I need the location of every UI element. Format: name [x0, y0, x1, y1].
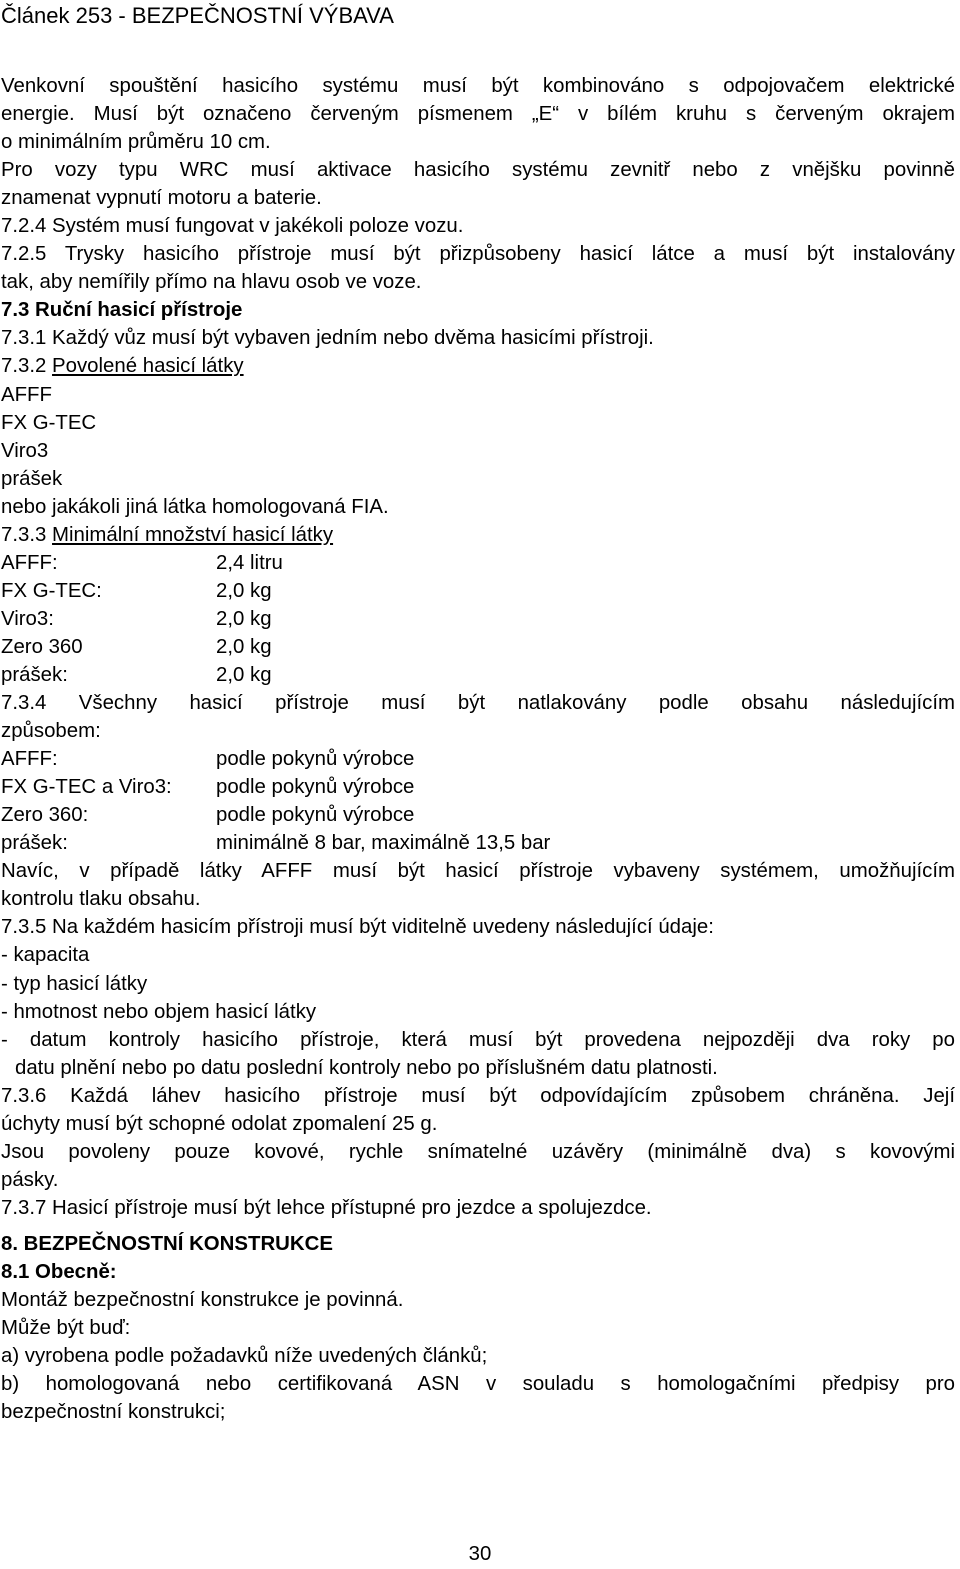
- quantity-label: Zero 360: [1, 635, 83, 658]
- quantity-label: AFFF:: [1, 551, 58, 574]
- article-7-3-1: 7.3.1 Každý vůz musí být vybaven jedním nebo dvěma hasicími přístroji.: [1, 327, 654, 350]
- pressure-label: Zero 360:: [1, 804, 89, 827]
- pressure-value: podle pokynů výrobce: [216, 804, 415, 827]
- page-number: 30: [468, 1543, 492, 1565]
- intro-line: Pro vozy typu WRC musí aktivace hasicího systému zevnitř nebo z vnějšku povinně: [1, 159, 955, 182]
- quantity-row: [1, 549, 955, 577]
- pressure-label: FX G-TEC a Viro3:: [1, 776, 172, 799]
- document-body: [1, 72, 955, 1426]
- section-7-3-heading: 7.3 Ruční hasicí přístroje: [1, 299, 243, 322]
- section-8-line: Může být buď:: [1, 1317, 131, 1340]
- marking-item: - datum kontroly hasicího přístroje, která musí být provedena nejpozději dva roky po: [1, 1028, 955, 1051]
- quantity-value: 2,0 kg: [216, 579, 272, 602]
- article-7-3-5: 7.3.5 Na každém hasicím přístroji musí být viditelně uvedeny následující údaje:: [1, 916, 714, 939]
- pressure-row: [1, 829, 955, 857]
- agent-closing: nebo jakákoli jiná látka homologovaná FIA.: [1, 495, 389, 518]
- section-8-heading: 8. BEZPEČNOSTNÍ KONSTRUKCE: [1, 1232, 333, 1255]
- article-7-3-4-line: způsobem:: [1, 720, 101, 743]
- article-7-3-4-line: 7.3.4 Všechny hasicí přístroje musí být natlakovány podle obsahu následujícím: [1, 692, 955, 715]
- marking-item: - kapacita: [1, 944, 90, 967]
- pressure-row: [1, 773, 955, 801]
- intro-line: o minimálním průměru 10 cm.: [1, 131, 271, 154]
- quantity-label: FX G-TEC:: [1, 579, 102, 602]
- quantity-row: [1, 633, 955, 661]
- marking-item: - typ hasicí látky: [1, 972, 148, 995]
- article-7-3-2-heading: [1, 352, 955, 380]
- quantity-label: Viro3:: [1, 607, 54, 630]
- article-7-3-6-line: 7.3.6 Každá láhev hasicího přístroje musí být odpovídajícím způsobem chráněna. Její: [1, 1084, 955, 1107]
- quantity-value: 2,0 kg: [216, 635, 272, 658]
- pressure-label: AFFF:: [1, 748, 58, 771]
- article-7-3-4-note: kontrolu tlaku obsahu.: [1, 888, 201, 911]
- quantity-value: 2,0 kg: [216, 663, 272, 686]
- quantity-row: [1, 577, 955, 605]
- section-8-line: Montáž bezpečnostní konstrukce je povinná.: [1, 1289, 404, 1312]
- article-7-3-3-heading: [1, 521, 955, 549]
- pressure-row: [1, 745, 955, 773]
- article-7-2-4: 7.2.4 Systém musí fungovat v jakékoli poloze vozu.: [1, 215, 464, 238]
- intro-line: energie. Musí být označeno červeným písmenem „E“ v bílém kruhu s červeným okrajem: [1, 103, 955, 126]
- article-number: 7.3.2: [1, 355, 53, 378]
- quantity-row: [1, 661, 955, 689]
- intro-line: znamenat vypnutí motoru a baterie.: [1, 187, 322, 210]
- article-7-2-5-line: 7.2.5 Trysky hasicího přístroje musí být přizpůsobeny hasicí látce a musí být instalovány: [1, 243, 955, 266]
- agent-item: prášek: [1, 467, 63, 490]
- pressure-value: podle pokynů výrobce: [216, 748, 415, 771]
- agent-item: FX G-TEC: [1, 411, 97, 434]
- quantity-value: 2,4 litru: [216, 551, 283, 574]
- quantity-value: 2,0 kg: [216, 607, 272, 630]
- article-7-3-6-line: úchyty musí být schopné odolat zpomalení 25 g.: [1, 1112, 438, 1135]
- marking-item: - hmotnost nebo objem hasicí látky: [1, 1000, 317, 1023]
- quantity-row: [1, 605, 955, 633]
- pressure-value: podle pokynů výrobce: [216, 776, 415, 799]
- pressure-label: prášek:: [1, 832, 68, 855]
- section-8-option: b) homologovaná nebo certifikovaná ASN v souladu s homologačními předpisy pro: [1, 1373, 955, 1396]
- intro-line: Venkovní spouštění hasicího systému musí být kombinováno s odpojovačem elektrické: [1, 75, 955, 97]
- marking-item-continuation: datu plnění nebo po datu poslední kontroly nebo po příslušném datu platnosti.: [15, 1056, 718, 1079]
- article-7-2-5-line: tak, aby nemířily přímo na hlavu osob ve voze.: [1, 271, 422, 294]
- article-heading: Povolené hasicí látky: [52, 355, 244, 378]
- article-7-3-4-note: Navíc, v případě látky AFFF musí být hasicí přístroje vybaveny systémem, umožňujícím: [1, 860, 955, 883]
- section-8-1-heading: 8.1 Obecně:: [1, 1260, 117, 1283]
- agent-item: Viro3: [1, 439, 49, 462]
- article-7-3-7: 7.3.7 Hasicí přístroje musí být lehce přístupné pro jezdce a spolujezdce.: [1, 1196, 652, 1219]
- article-number: 7.3.3: [1, 523, 53, 546]
- section-8-option: bezpečnostní konstrukci;: [1, 1401, 226, 1424]
- article-7-3-6-line: pásky.: [1, 1168, 59, 1191]
- article-heading: Minimální množství hasicí látky: [52, 523, 334, 546]
- page-title: Článek 253 - BEZPEČNOSTNÍ VÝBAVA: [1, 3, 394, 28]
- pressure-value: minimálně 8 bar, maximálně 13,5 bar: [216, 832, 551, 855]
- quantity-label: prášek:: [1, 663, 68, 686]
- pressure-row: [1, 801, 955, 829]
- section-8-option: a) vyrobena podle požadavků níže uvedených článků;: [1, 1345, 488, 1368]
- agent-item: AFFF: [1, 383, 52, 406]
- article-7-3-6-line: Jsou povoleny pouze kovové, rychle snímatelné uzávěry (minimálně dva) s kovovými: [1, 1140, 955, 1163]
